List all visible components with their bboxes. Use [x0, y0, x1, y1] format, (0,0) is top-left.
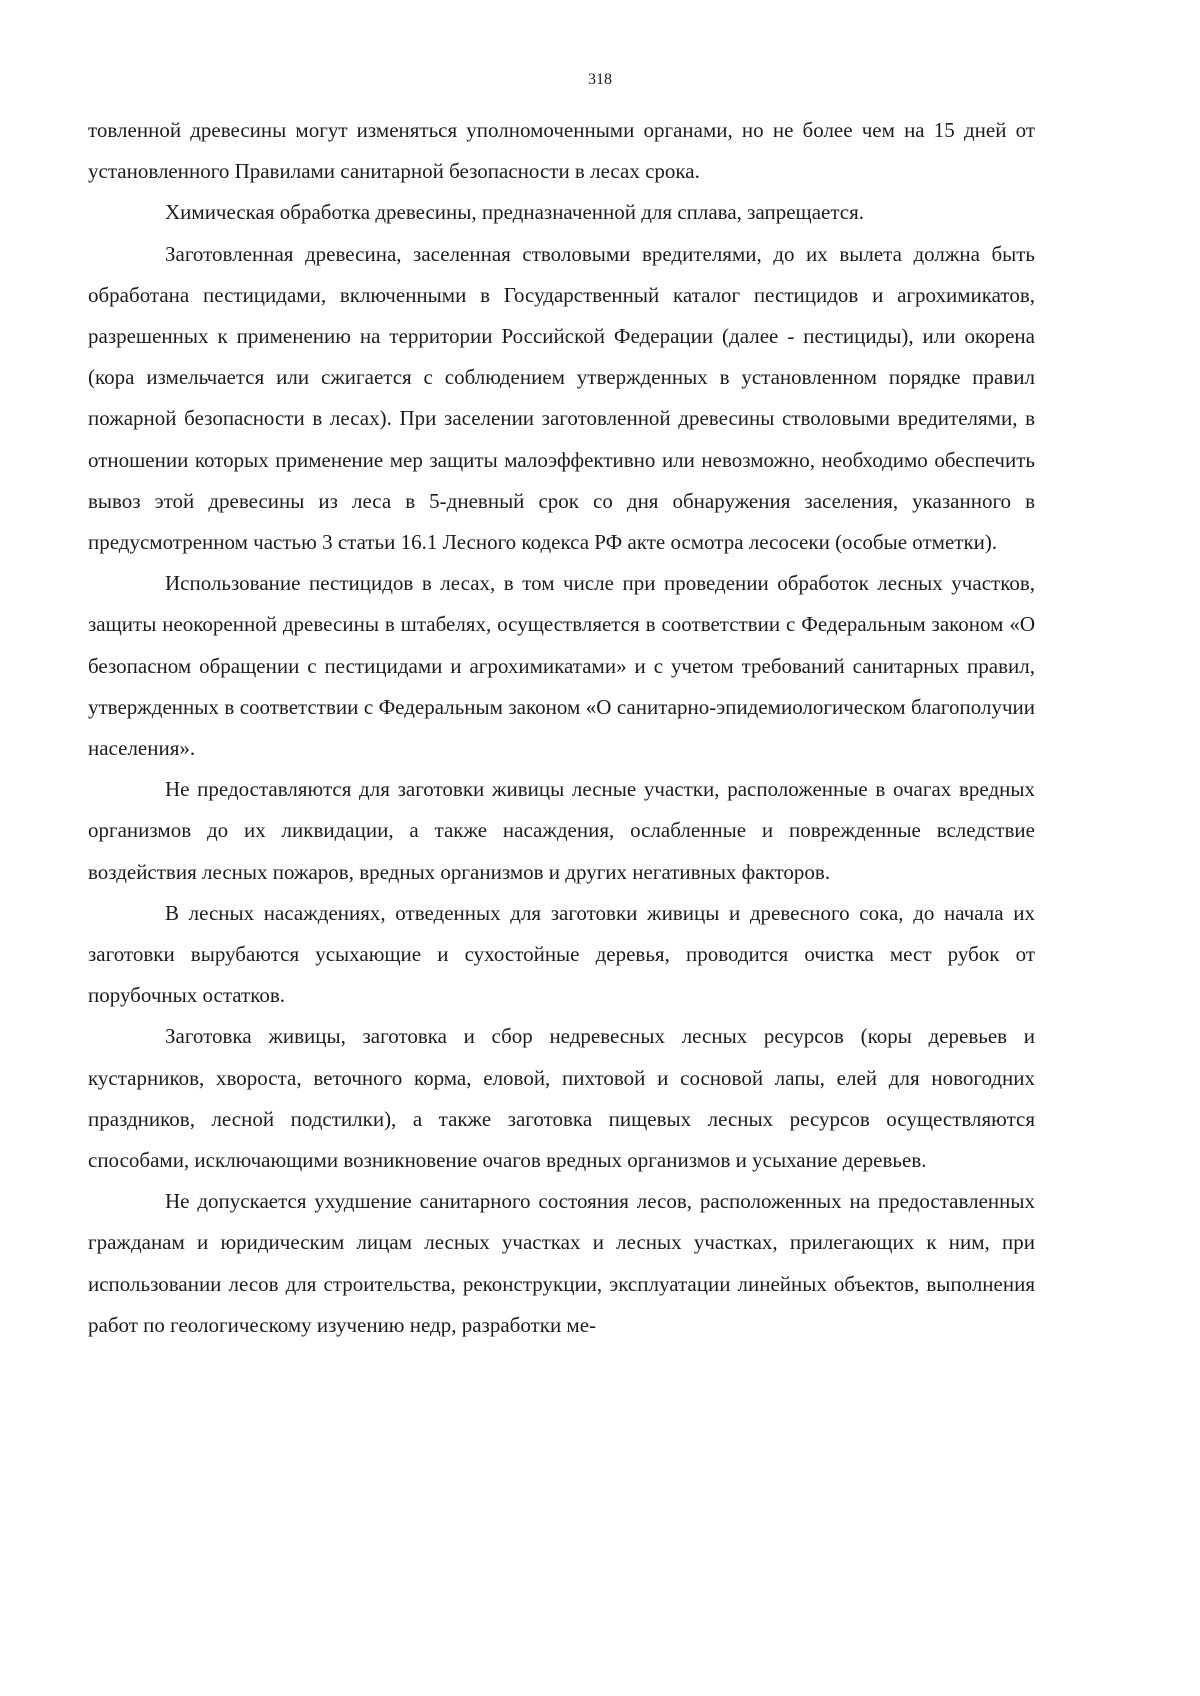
page-number: 318	[588, 71, 612, 88]
paragraph-forest-stands: В лесных насаждениях, отведенных для заготовки живицы и древесного сока, до начала их заготовки вырубаются усыхающие и сухостойные деревья, проводится очистка мест рубок от порубочных остатков.	[88, 900, 1035, 1008]
paragraph-resin-plots: Не предоставляются для заготовки живицы лесные участки, расположенные в очагах вредных организмов до их ликвидации, а также насаждения, ослабленные и поврежденные вследствие воздействия лесных пожаров, вредных организмов и других негативных факторов.	[88, 777, 1035, 884]
paragraph-sanitary-condition: Не допускается ухудшение санитарного состояния лесов, расположенных на предоставленных гражданам и юридическим лицам лесных участках и лесных участках, прилегающих к ним, при использовании лесов для строительства, реконструкции, эксплуатации линейных объектов, выполнения работ по геологическому изучению недр, разработки ме-	[88, 1189, 1035, 1337]
paragraph-non-wood-resources: Заготовка живицы, заготовка и сбор недревесных лесных ресурсов (коры деревьев и кустарников, хвороста, веточного корма, еловой, пихтовой и сосновой лапы, елей для новогодних праздников, лесной подстилки), а также заготовка пищевых лесных ресурсов осуществляются способами, исключающими возникновение очагов вредных организмов и усыхание деревьев.	[88, 1024, 1035, 1173]
paragraph-chemical-treatment: Химическая обработка древесины, предназначенной для сплава, запрещается.	[165, 200, 865, 225]
paragraph-continuation: товленной древесины могут изменяться уполномоченными органами, но не более чем на 15 дней от установленного Правилами санитарной безопасности в лесах срока.	[88, 118, 1035, 184]
paragraph-pesticide-use: Использование пестицидов в лесах, в том числе при проведении обработок лесных участков, защиты неокоренной древесины в штабелях, осуществляется в соответствии с Федеральным законом «О безопасном обращении с пестицидами и агрохимикатами» и с учетом требований санитарных правил, утвержденных в соответствии с Федеральным законом «О санитарно-эпидемиологическом благополучии населения».	[88, 571, 1035, 761]
paragraph-harvested-wood: Заготовленная древесина, заселенная стволовыми вредителями, до их вылета должна быть обработана пестицидами, включенными в Государственный каталог пестицидов и агрохимикатов, разрешенных к применению на территории Российской Федерации (далее - пестициды), или окорена (кора измельчается или сжигается с соблюдением утвержденных в установленном порядке правил пожарной безопасности в лесах). При заселении заготовленной древесины стволовыми вредителями, в отношении которых применение мер защиты малоэффективно или невозможно, необходимо обеспечить вывоз этой древесины из леса в 5-дневный срок со дня обнаружения заселения, указанного в предусмотренном частью 3 статьи 16.1 Лесного кодекса РФ акте осмотра лесосеки (особые отметки).	[88, 241, 1035, 555]
document-body	[88, 110, 1035, 1346]
